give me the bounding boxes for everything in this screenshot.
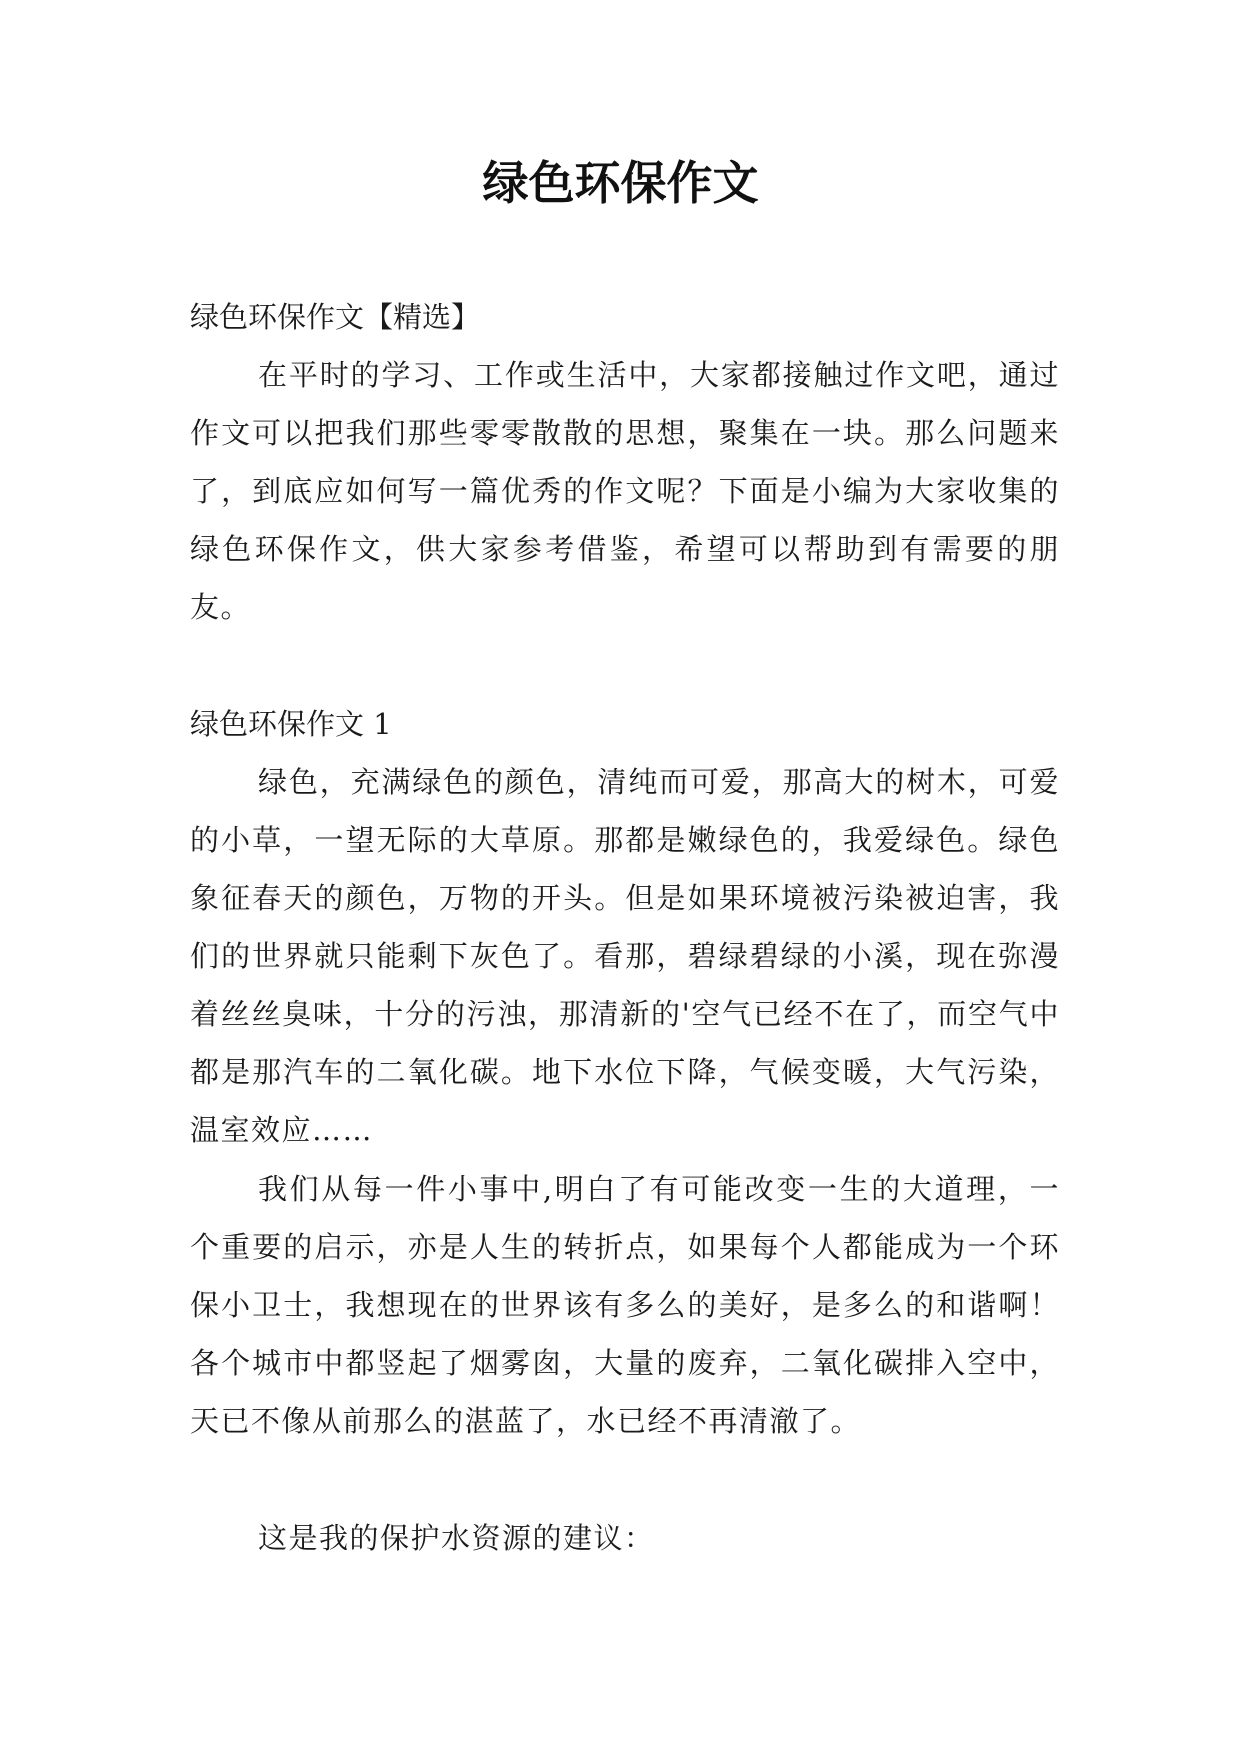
essay-1-paragraph-3: 这是我的保护水资源的建议： [258,1521,655,1555]
intro-paragraph: 在平时的学习、工作或生活中，大家都接触过作文吧，通过作文可以把我们那些零零散散的思想，聚集在一块。那么问题来了，到底应如何写一篇优秀的作文呢？下面是小编为大家收集的绿色环保作文，供大家参考借鉴，希望可以帮助到有需要的朋友。 [190,358,1060,624]
essay-1-paragraph-2: 我们从每一件小事中,明白了有可能改变一生的大道理，一个重要的启示，亦是人生的转折点，如果每个人都能成为一个环保小卫士，我想现在的世界该有多么的美好，是多么的和谐啊！各个城市中都竖起了烟雾囱，大量的废弃，二氧化碳排入空中，天已不像从前那么的湛蓝了，水已经不再清澈了。 [190,1172,1060,1438]
selected-subtitle: 绿色环保作文【精选】 [190,300,481,334]
document-title: 绿色环保作文 [482,156,759,210]
essay-1-paragraph-1: 绿色，充满绿色的颜色，清纯而可爱，那高大的树木，可爱的小草，一望无际的大草原。那都是嫩绿色的，我爱绿色。绿色象征春天的颜色，万物的开头。但是如果环境被污染被迫害，我们的世界就只能剩下灰色了。看那，碧绿碧绿的小溪，现在弥漫着丝丝臭味，十分的污浊，那清新的'空气已经不在了，而空气中都是那汽车的二氧化碳。地下水位下降，气候变暖，大气污染，温室效应…… [190,765,1060,1147]
essay-1-heading: 绿色环保作文 1 [190,707,392,741]
